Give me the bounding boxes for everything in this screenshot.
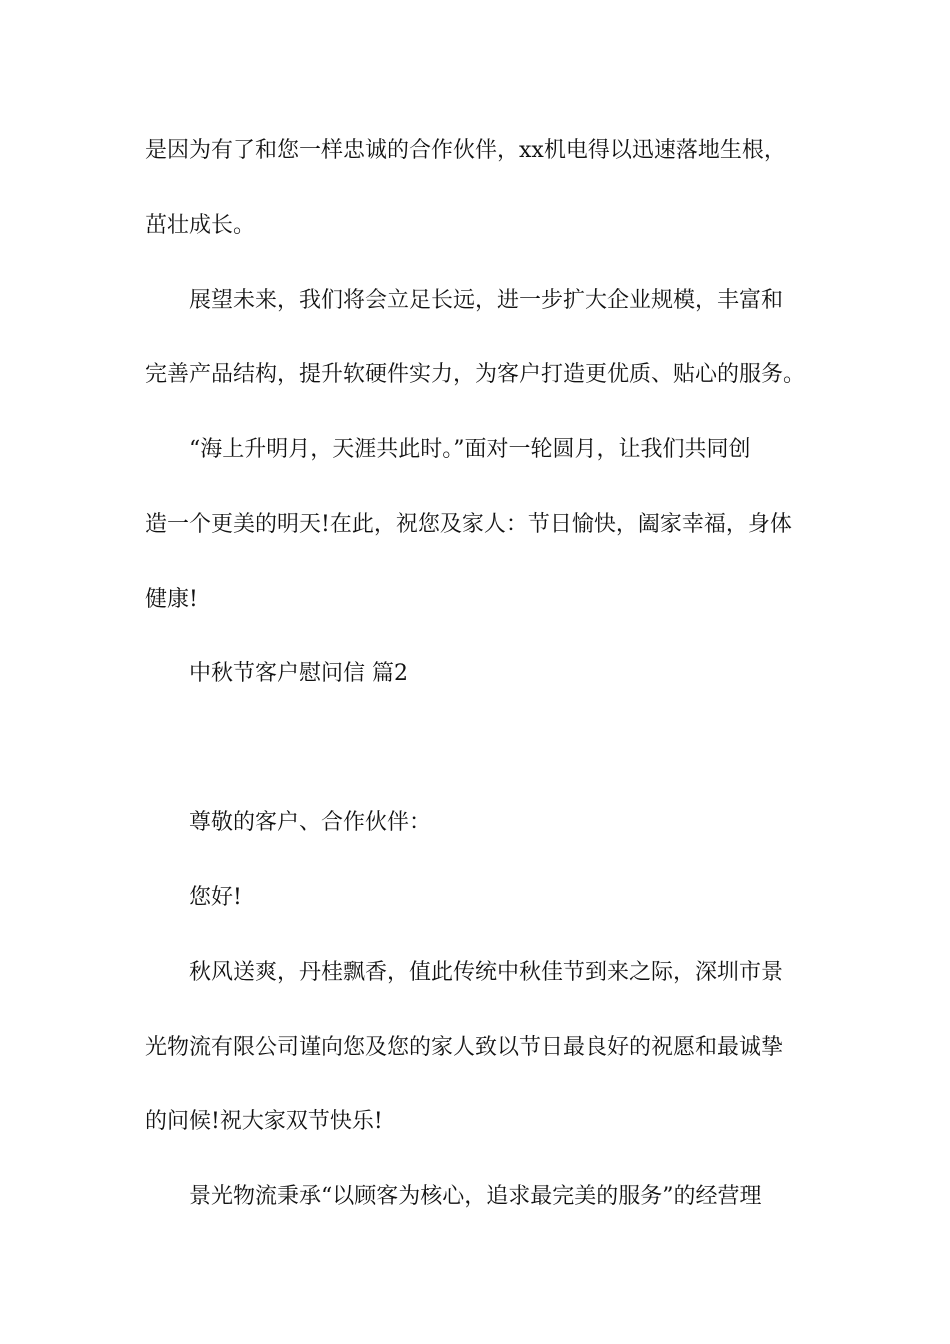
paragraph-line: 秋风送爽，丹桂飘香，值此传统中秋佳节到来之际，深圳市景 xyxy=(189,960,784,985)
salutation: 尊敬的客户、合作伙伴： xyxy=(189,810,432,835)
paragraph-line: 茁壮成长。 xyxy=(145,213,256,238)
paragraph-line: 健康! xyxy=(145,587,198,612)
paragraph-line: 是因为有了和您一样忠诚的合作伙伴，xx机电得以迅速落地生根， xyxy=(145,138,786,163)
paragraph-line: 景光物流秉承“以顾客为核心，追求最完美的服务”的经营理 xyxy=(189,1184,762,1209)
paragraph-line: 造一个更美的明天!在此，祝您及家人：节日愉快，阖家幸福，身体 xyxy=(145,512,792,537)
paragraph-line: “海上升明月，天涯共此时。”面对一轮圆月，让我们共同创 xyxy=(189,437,751,462)
section-heading: 中秋节客户慰问信 篇2 xyxy=(189,661,408,686)
paragraph-line: 的问候!祝大家双节快乐! xyxy=(145,1109,383,1134)
paragraph-line: 光物流有限公司谨向您及您的家人致以节日最良好的祝愿和最诚挚 xyxy=(145,1035,784,1060)
paragraph-line: 完善产品结构，提升软硬件实力，为客户打造更优质、贴心的服务。 xyxy=(145,362,806,387)
paragraph-line: 展望未来，我们将会立足长远，进一步扩大企业规模，丰富和 xyxy=(189,288,784,313)
greeting: 您好! xyxy=(189,885,242,910)
